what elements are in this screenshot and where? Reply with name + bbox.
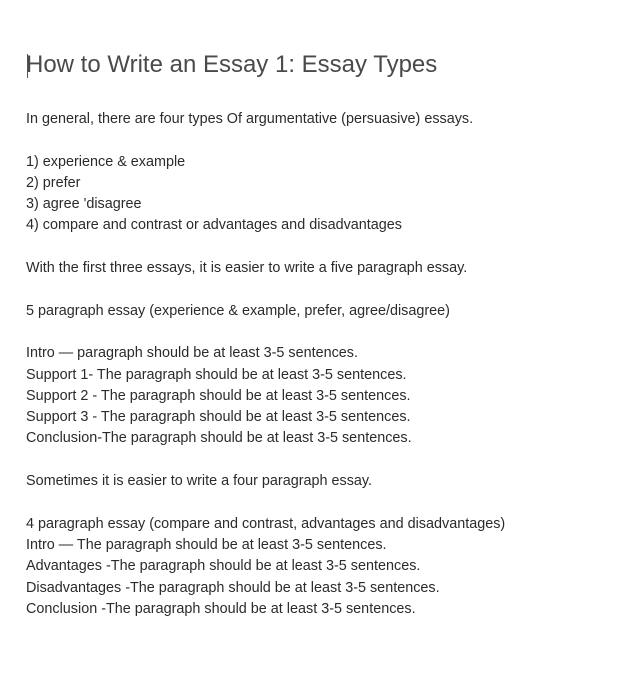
four-paragraph-line: Disadvantages -The paragraph should be at least 3-5 sentences. [26, 579, 440, 596]
essay-type-item: 3) agree 'disagree [26, 196, 142, 213]
four-paragraph-line: Advantages -The paragraph should be at least 3-5 sentences. [26, 558, 421, 575]
essay-type-item: 2) prefer [26, 174, 81, 191]
four-paragraph-heading: 4 paragraph essay (compare and contrast, advantages and disadvantages) [26, 515, 506, 532]
four-paragraph-note: Sometimes it is easier to write a four paragraph essay. [26, 473, 373, 490]
four-paragraph-line: Intro — The paragraph should be at least 3-5 sentences. [26, 536, 387, 553]
blank-line [26, 130, 616, 151]
first-three-note: With the first three essays, it is easier to write a five paragraph essay. [26, 260, 468, 277]
blank-line [26, 322, 616, 343]
page-title[interactable]: How to Write an Essay 1: Essay Types [26, 51, 438, 78]
five-paragraph-heading: 5 paragraph essay (experience & example, prefer, agree/disagree) [26, 302, 450, 319]
five-paragraph-line: Conclusion-The paragraph should be at least 3-5 sentences. [26, 430, 412, 447]
blank-line [26, 492, 616, 513]
five-paragraph-line: Support 2 - The paragraph should be at least 3-5 sentences. [26, 387, 411, 404]
intro-paragraph: In general, there are four types Of argumentative (persuasive) essays. [26, 111, 474, 127]
blank-line [26, 237, 616, 258]
five-paragraph-line: Support 3 - The paragraph should be at least 3-5 sentences. [26, 409, 411, 426]
blank-line [26, 279, 616, 300]
essay-type-item: 4) compare and contrast or advantages and disadvantages [26, 217, 402, 234]
essay-type-item: 1) experience & example [26, 153, 186, 170]
document-body[interactable] [26, 109, 616, 620]
four-paragraph-line: Conclusion -The paragraph should be at least 3-5 sentences. [26, 600, 416, 617]
blank-line [26, 450, 616, 471]
five-paragraph-line: Support 1- The paragraph should be at least 3-5 sentences. [26, 366, 407, 383]
five-paragraph-line: Intro — paragraph should be at least 3-5 sentences. [26, 345, 358, 362]
